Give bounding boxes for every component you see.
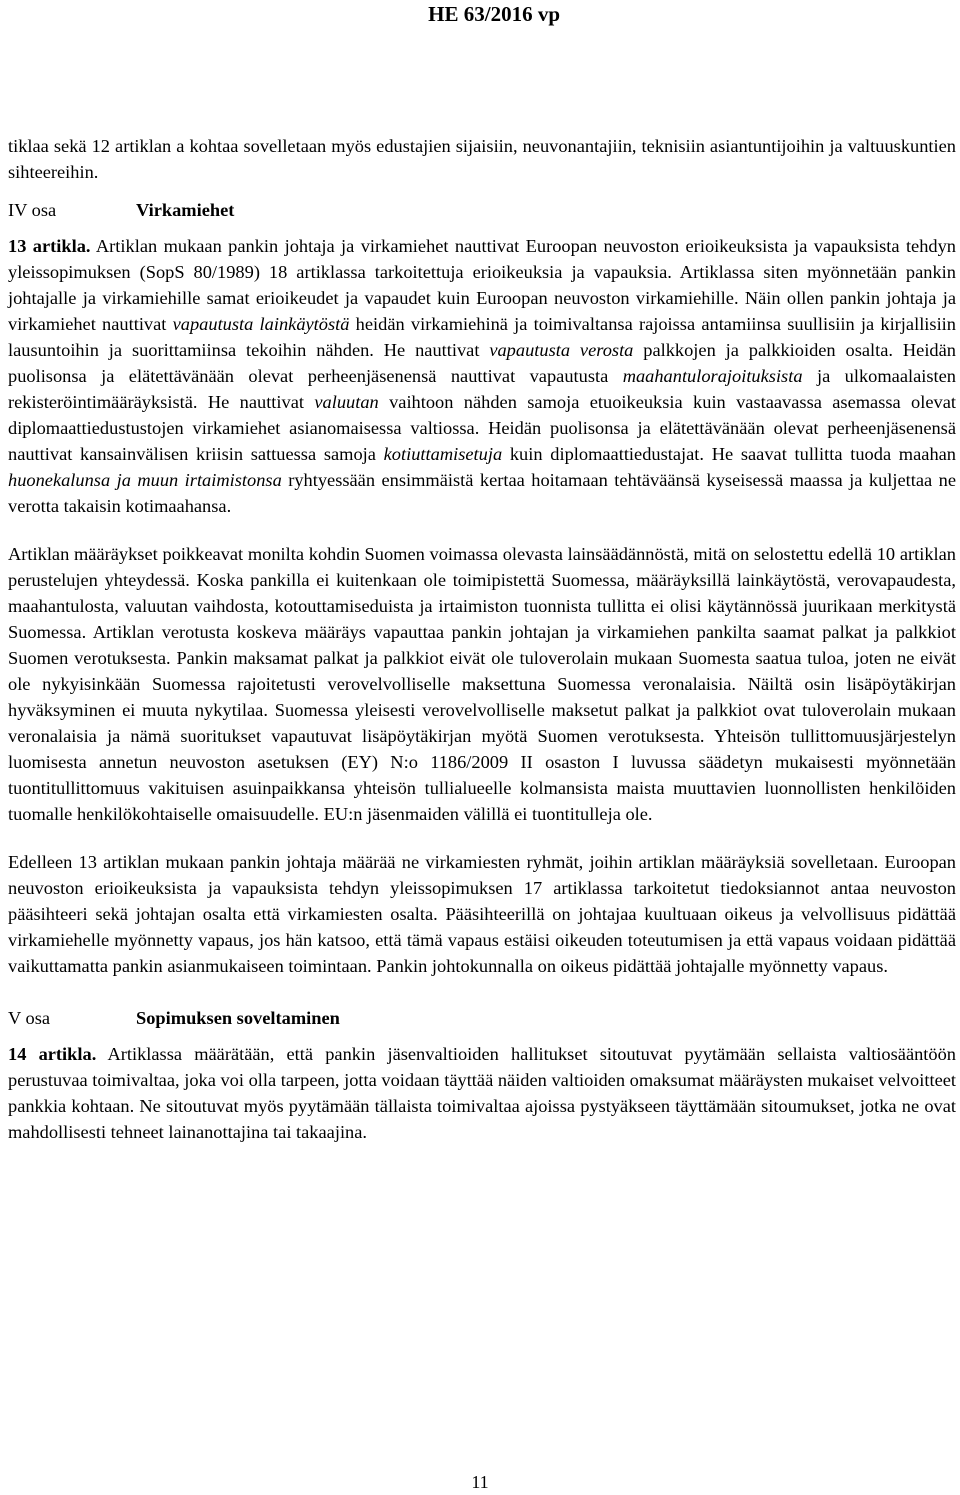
text-run: Artiklassa määrätään, että pankin jäsenvaltioiden hallitukset sitoutuvat pyytämään sellaista valtiosääntöön perustuvaa toimivaltaa, joka voi olla tarpeen, jotta voidaan täyttää näiden valtioiden omaksumat määräysten mukaiset velvoitteet pankkia kohtaan. Ne sitoutuvat myös pyytämään tällaista toimivaltaa ajoissa pystyäkseen täyttämään sitoumukset, jotka ne ovat mahdollisesti tehneet lainanottajina tai takaajina. [8, 1044, 957, 1142]
article-14-paragraph [8, 1041, 956, 1145]
text-run: Artiklan mukaan pankin johtaja ja virkamiehet nauttivat Euroopan neuvoston erioikeuksista ja vapauksista tehdyn yleissopimuksen (SopS 80/1989) 18 artiklassa tarkoitettuja erioikeuksia ja vapauksia. Artiklassa siten myönnetään pankin johtajalle ja virkamiehille samat erioikeudet ja vapaudet kuin Euroopan neuvoston virkamiehille. Näin ollen pankin johtaja ja virkamiehet nauttivat [8, 236, 956, 334]
page-body [8, 133, 956, 1145]
paragraph-provisions: Artiklan määräykset poikkeavat monilta kohdin Suomen voimassa olevasta lainsäädännöstä, mitä on selostettu edellä 10 artiklan perustelujen yhteydessä. Koska pankilla ei kuitenkaan ole toimipistettä Suomessa, määräyksillä lainkäytöstä, verovapaudesta, maahantulosta, valuutan vaihdosta, kotouttamiseduista ja irtaimiston tuonnista tullitta ei olisi käytännössä juurikaan merkitystä Suomessa. Artiklan verotusta koskeva määräys vapauttaa pankin johtajan ja virkamiehen pankilta saamat palkat ja palkkiot Suomen verotuksesta. Pankin maksamat palkat ja palkkiot eivät ole tuloverolain mukaan Suomesta saatua tuloa, joten ne eivät ole nykyisinkään Suomessa rajoitetusti verovelvolliselle maksettuna Suomessa veronalaisia. Näiltä osin lisäpöytäkirjan hyväksyminen ei muuta nykytilaa. Suomessa yleisesti verovelvolliselle maksetut palkat ja palkkiot ovat tuloverolain mukaan veronalaisia ja nämä suoritukset vapautuvat lisäpöytäkirjan myötä Suomen verotuksesta. Yhteisön tullittomuusjärjestelyn luomisesta annetun neuvoston asetuksen (EY) N:o 1186/2009 II osaston I luvussa säädetyn mukaisesti myönnetään tuontitullittomuus vakituisen asuinpaikkansa yhteisön tullialueelle kolmansista maista muuttavien luonnollisten henkilöiden tuomalle henkilökohtaiselle omaisuudelle. EU:n jäsenmaiden välillä ei tuontitulleja ole. [8, 544, 956, 824]
italic-term: huonekalunsa ja muun irtaimistonsa [8, 470, 282, 490]
article-label: 13 artikla. [8, 236, 91, 256]
italic-term: valuutan [314, 392, 379, 412]
paragraph-furthermore: Edelleen 13 artiklan mukaan pankin johtaja määrää ne virkamiesten ryhmät, joihin artiklan määräyksiä sovelletaan. Euroopan neuvoston erioikeuksista ja vapauksista tehdyn yleissopimuksen 17 artiklassa tarkoitetut tiedoksiannot antaa neuvoston pääsihteeri sekä johtajan osalta että virkamiesten osalta. Pääsihteerillä on johtajaa kuultuaan oikeus ja velvollisuus pidättää virkamiehelle myönnetty vapaus, jos hän katsoo, että tämä vapaus estäisi oikeuden toteutumisen ja että vapaus voidaan pidättää vaikuttamatta pankin asianmukaiseen toimintaan. Pankin johtokunnalla on oikeus pidättää johtajalle myönnetty vapaus. [8, 852, 956, 976]
italic-term: vapautusta verosta [489, 340, 634, 360]
text-run: heidän virkamiehinä ja toimivaltansa rajoissa antamiinsa suullisiin ja kirjallisiin lausuntoihin ja suorittamiinsa tekoihin nähden. He nauttivat [8, 314, 956, 360]
document-id-header: HE 63/2016 vp [428, 2, 560, 26]
section-title: Virkamiehet [136, 200, 235, 220]
text-run: kuin diplomaattiedustajat. He saavat tullitta tuoda maahan [502, 444, 956, 464]
text-run: ryhtyessään ensimmäistä kertaa hoitamaan tehtäväänsä kyseisessä maassa ja kuljettaa ne verotta takaisin kotimaahansa. [8, 470, 956, 516]
article-13-paragraph [8, 233, 956, 519]
intro-paragraph: tiklaa sekä 12 artiklan a kohtaa sovelletaan myös edustajien sijaisiin, neuvonantajiin, teknisiin asiantuntijoihin ja valtuuskuntien sihteereihin. [8, 136, 956, 182]
text-run: vaihtoon nähden samoja etuoikeuksia kuin vastaavassa asemassa olevat diplomaattiedustustojen virkamiehet asianomaisessa valtiossa. Heidän puolisonsa ja elätettävänään olevat perheenjäsenensä nauttivat kansainvälisen kriisin sattuessa samoja [8, 392, 956, 464]
section-title: Sopimuksen soveltaminen [136, 1008, 340, 1028]
article-label: 14 artikla. [8, 1044, 97, 1064]
italic-term: vapautusta lainkäytöstä [172, 314, 350, 334]
page-number: 11 [471, 1472, 489, 1492]
section-heading-iv [8, 197, 956, 223]
section-number: IV osa [8, 200, 57, 220]
text-run: palkkojen ja palkkioiden osalta. Heidän puolisonsa ja elätettävänään olevat perheenjäsenensä nauttivat vapautusta [8, 340, 956, 386]
text-run: ja ulkomaalaisten rekisteröintimääräyksistä. He nauttivat [8, 366, 956, 412]
section-number: V osa [8, 1008, 51, 1028]
section-heading-v [8, 1005, 956, 1031]
italic-term: kotiuttamisetuja [383, 444, 503, 464]
italic-term: maahantulorajoituksista [622, 366, 803, 386]
